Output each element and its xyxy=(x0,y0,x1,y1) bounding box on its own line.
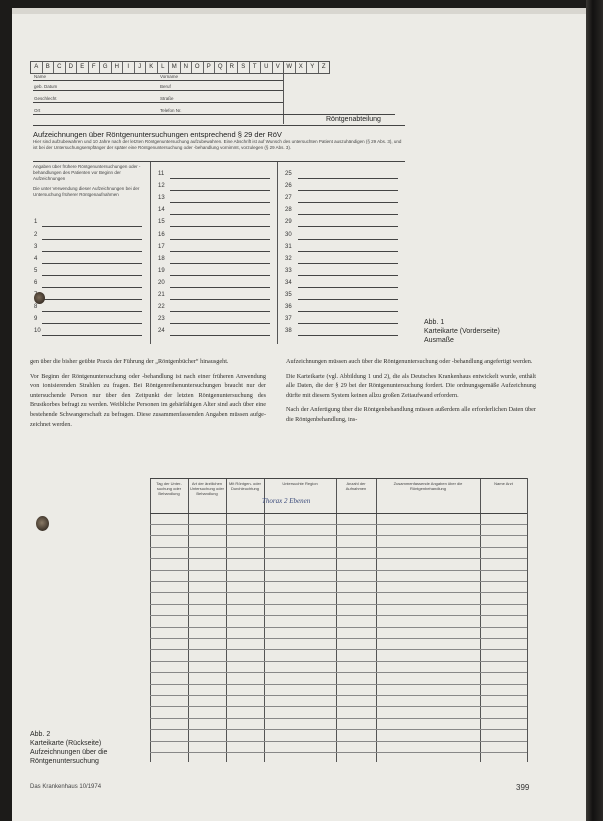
row-line xyxy=(298,214,398,215)
row-number: 35 xyxy=(285,292,292,298)
alphabet-cell: B xyxy=(43,62,55,73)
row-number: 1 xyxy=(34,219,38,225)
field-label-ort: Ort xyxy=(34,108,41,113)
row-line xyxy=(170,287,270,288)
table-column-divider xyxy=(480,478,481,762)
alphabet-cell: W xyxy=(284,62,296,73)
table-row-line xyxy=(150,535,527,536)
field-label-beruf: Beruf xyxy=(160,84,171,89)
row-number: 13 xyxy=(158,195,165,201)
table-row-line xyxy=(150,752,527,753)
row-number: 21 xyxy=(158,292,165,298)
paragraph: gen über die bisher geübte Praxis der Führung der „Röntgenbücher“ hinausgeht. xyxy=(30,358,229,365)
field-line xyxy=(283,114,395,115)
table-header: Mit Röntgen- oder Durchleuchtung xyxy=(228,481,261,491)
row-line xyxy=(170,323,270,324)
row-number: 17 xyxy=(158,244,165,250)
row-number: 37 xyxy=(285,316,292,322)
card-intro-text: Hier sind aufzubewahren und 10 Jahre nach der letzten Röntgenuntersuchung aufzubewahren. Eine Abschrift ist auf Wunsch des untersuchten Patient auszuhändigen (§ 29 Abs. 3), und ist bei der Untersuchungsempfänger der später eine Röntgenuntersuchung oder -behandlung vornimmt, vorzulegen (§ 29 Abs. 3). xyxy=(33,139,402,150)
row-number: 11 xyxy=(158,171,165,177)
table-row-line xyxy=(150,547,527,548)
row-number: 28 xyxy=(285,207,292,213)
row-number: 16 xyxy=(158,232,165,238)
row-line xyxy=(170,239,270,240)
row-line xyxy=(170,202,270,203)
table-row-line xyxy=(150,524,527,525)
table-row-line xyxy=(150,638,527,639)
field-line xyxy=(33,80,283,81)
table-column-divider xyxy=(150,478,151,762)
row-line xyxy=(42,275,142,276)
caption-line: Röntgenuntersuchung xyxy=(30,758,99,765)
body-text-left xyxy=(30,357,266,429)
caption-line: Karteikarte (Rückseite) xyxy=(30,740,102,747)
field-label-name: Name xyxy=(34,74,47,79)
row-line xyxy=(42,251,142,252)
field-label-strasse: Straße xyxy=(160,96,174,101)
row-number: 5 xyxy=(34,268,38,274)
table-column-divider xyxy=(336,478,337,762)
alphabet-cell: J xyxy=(135,62,147,73)
row-line xyxy=(298,299,398,300)
row-number: 12 xyxy=(158,183,165,189)
row-number: 19 xyxy=(158,268,165,274)
table-row-line xyxy=(150,604,527,605)
row-number: 20 xyxy=(158,280,165,286)
row-line xyxy=(170,335,270,336)
alphabet-cell: H xyxy=(112,62,124,73)
row-number: 15 xyxy=(158,219,165,225)
alphabet-cell: A xyxy=(31,62,43,73)
table-header: Art der ärztlichen Untersuchung oder Behandlung xyxy=(189,481,225,496)
table-row-line xyxy=(150,570,527,571)
row-line xyxy=(42,311,142,312)
row-line xyxy=(170,251,270,252)
row-line xyxy=(42,323,142,324)
column-divider xyxy=(277,162,278,344)
table-row-line xyxy=(150,592,527,593)
alphabet-cell: L xyxy=(158,62,170,73)
row-line xyxy=(170,190,270,191)
table-row-line xyxy=(150,729,527,730)
row-line xyxy=(170,178,270,179)
row-number: 38 xyxy=(285,328,292,334)
table-row-line xyxy=(150,718,527,719)
row-number: 25 xyxy=(285,171,292,177)
row-line xyxy=(298,335,398,336)
figure-caption-2 xyxy=(30,730,107,766)
row-line xyxy=(298,263,398,264)
alphabet-cell: O xyxy=(192,62,204,73)
alphabet-cell: F xyxy=(89,62,101,73)
row-line xyxy=(298,190,398,191)
table-header-rule xyxy=(150,513,527,514)
table-column-divider xyxy=(188,478,189,762)
row-number: 4 xyxy=(34,256,38,262)
table-row-line xyxy=(150,672,527,673)
card-rule xyxy=(33,125,405,126)
table-row-line xyxy=(150,706,527,707)
row-number: 18 xyxy=(158,256,165,262)
table-column-divider xyxy=(527,478,528,762)
table-row-line xyxy=(150,695,527,696)
row-line xyxy=(298,323,398,324)
row-number: 27 xyxy=(285,195,292,201)
field-label-geb-datum: geb. Datum xyxy=(34,84,58,89)
caption-line: Aufzeichnungen über die xyxy=(30,749,108,756)
figure-caption-1 xyxy=(424,318,500,345)
table-header: Name Arzt xyxy=(494,481,513,486)
row-number: 3 xyxy=(34,244,38,250)
card-heading: Aufzeichnungen über Röntgenuntersuchungen entsprechend § 29 der RöV xyxy=(33,130,282,139)
field-line xyxy=(33,102,283,103)
table-header: Untersuchte Region xyxy=(282,481,318,486)
row-number: 2 xyxy=(34,232,38,238)
row-number: 23 xyxy=(158,316,165,322)
alphabet-cell: Z xyxy=(321,64,326,70)
row-line xyxy=(170,311,270,312)
table-row-line xyxy=(150,558,527,559)
field-line xyxy=(33,114,283,115)
table-column-divider xyxy=(226,478,227,762)
table-header: Anzahl der Aufnahmen xyxy=(345,481,367,491)
row-number: 10 xyxy=(34,328,41,334)
alphabet-cell: K xyxy=(146,62,158,73)
row-line xyxy=(42,287,142,288)
caption-line: Abb. 2 xyxy=(30,731,51,738)
alphabet-cell: X xyxy=(296,62,308,73)
alphabet-cell: R xyxy=(227,62,239,73)
page-footer: Das Krankenhaus 10/1974 xyxy=(30,784,102,790)
table-row-line xyxy=(150,581,527,582)
row-line xyxy=(298,239,398,240)
row-line xyxy=(170,275,270,276)
alphabet-cell: U xyxy=(261,62,273,73)
alphabet-cell: D xyxy=(66,62,78,73)
table-row-line xyxy=(150,684,527,685)
paragraph: Nach der Anfertigung über die Röntgenbehandlung müssen außerdem alle erforderlichen Daten über die Röntgenbehandlung, ins- xyxy=(286,406,536,423)
alphabet-cell: S xyxy=(238,62,250,73)
table-column-divider xyxy=(376,478,377,762)
row-line xyxy=(42,299,142,300)
alphabet-cell: Q xyxy=(215,62,227,73)
caption-line: Ausmaße xyxy=(424,337,454,344)
punch-hole xyxy=(34,292,45,304)
row-number: 30 xyxy=(285,232,292,238)
row-line xyxy=(298,202,398,203)
table-row-line xyxy=(150,615,527,616)
table-header: Tag der Untersuchung oder Behandlung xyxy=(156,481,182,496)
handwritten-entry: Thorax 2 Ebenen xyxy=(262,497,311,505)
alphabet-cell: E xyxy=(77,62,89,73)
book-spine xyxy=(586,0,603,821)
row-line xyxy=(170,263,270,264)
body-text-right xyxy=(286,357,536,425)
row-number: 24 xyxy=(158,328,165,334)
row-line xyxy=(42,263,142,264)
field-line xyxy=(33,90,283,91)
row-line xyxy=(298,251,398,252)
row-line xyxy=(298,275,398,276)
card-rule xyxy=(33,161,405,162)
caption-line: Abb. 1 xyxy=(424,319,445,326)
table-row-line xyxy=(150,649,527,650)
row-line xyxy=(170,214,270,215)
alphabet-cell: T xyxy=(250,62,262,73)
row-line xyxy=(298,287,398,288)
left-note-2: Die unter Verwendung dieser Aufzeichnungen bei der Untersuchung früherer Röntgenaufnahmen xyxy=(33,186,140,197)
field-label-telefon: Telefon Nr. xyxy=(160,108,182,113)
row-number: 14 xyxy=(158,207,165,213)
row-line xyxy=(298,178,398,179)
punch-hole xyxy=(36,516,49,531)
row-line xyxy=(298,226,398,227)
row-line xyxy=(170,299,270,300)
row-number: 8 xyxy=(34,304,38,310)
field-label-geschlecht: Geschlecht xyxy=(34,96,57,101)
row-line xyxy=(298,311,398,312)
row-number: 31 xyxy=(285,244,292,250)
alphabet-index-row xyxy=(30,61,330,74)
row-number: 29 xyxy=(285,219,292,225)
row-number: 22 xyxy=(158,304,165,310)
alphabet-cell: C xyxy=(54,62,66,73)
field-label-vorname: Vorname xyxy=(160,74,179,79)
page-number: 399 xyxy=(516,783,530,792)
paragraph: Die Karteikarte (vgl. Abbildung 1 und 2), die als Deutsches Krankenhaus entwickelt wurde, enthält alle Daten, die der § 29 bei der Röntgenuntersuchung fordert. Die ordnungsgemäße Aufzeichnung dürfte mit diesem System keinen allzu großen Zeitaufwand erfordern. xyxy=(286,372,536,399)
department-label: Röntgenabteilung xyxy=(326,116,381,123)
left-note-1: Angaben über frühere Röntgenuntersuchungen oder -behandlungen des Patienten vor Beginn der Aufzeichnungen xyxy=(33,164,141,181)
row-number: 9 xyxy=(34,316,38,322)
row-number: 26 xyxy=(285,183,292,189)
table-row-line xyxy=(150,741,527,742)
alphabet-cell: Y xyxy=(307,62,319,73)
paragraph: Vor Beginn der Röntgenuntersuchung oder -behandlung ist nach einer früheren Anwendung von ionisierenden Strahlen zu fragen. Bei Röntgenreihenuntersuchungen braucht nur der untersuchende Person nur über den Zeitpunkt der letzten Röntgenuntersuchung des Brustkorbes befragt zu werden. Weibliche Personen im gebärfähigen Alter sind auch über eine bestehende Schwangerschaft zu befragen. Diese zusammenfassenden Angaben müssen aufgezeichnet werden. xyxy=(30,372,266,428)
row-number: 36 xyxy=(285,304,292,310)
row-number: 32 xyxy=(285,256,292,262)
row-number: 33 xyxy=(285,268,292,274)
alphabet-cell: P xyxy=(204,62,216,73)
row-number: 34 xyxy=(285,280,292,286)
alphabet-cell: V xyxy=(273,62,285,73)
row-line xyxy=(42,335,142,336)
caption-line: Karteikarte (Vorderseite) xyxy=(424,328,500,335)
page-top-strip xyxy=(12,8,586,14)
table-header: Zusammenfassende Angaben über die Röntgenbehandlung xyxy=(393,481,463,491)
alphabet-cell: N xyxy=(181,62,193,73)
column-divider xyxy=(150,162,151,344)
table-rule xyxy=(150,478,527,479)
row-line xyxy=(42,226,142,227)
table-row-line xyxy=(150,661,527,662)
table-column-divider xyxy=(264,478,265,762)
row-line xyxy=(42,239,142,240)
alphabet-cell: G xyxy=(100,62,112,73)
paragraph: Aufzeichnungen müssen auch über die Röntgenuntersuchung oder -behandlung angefertigt werden. xyxy=(286,358,533,365)
alphabet-cell: M xyxy=(169,62,181,73)
alphabet-cell: I xyxy=(123,62,135,73)
table-row-line xyxy=(150,627,527,628)
row-number: 6 xyxy=(34,280,38,286)
row-line xyxy=(170,226,270,227)
